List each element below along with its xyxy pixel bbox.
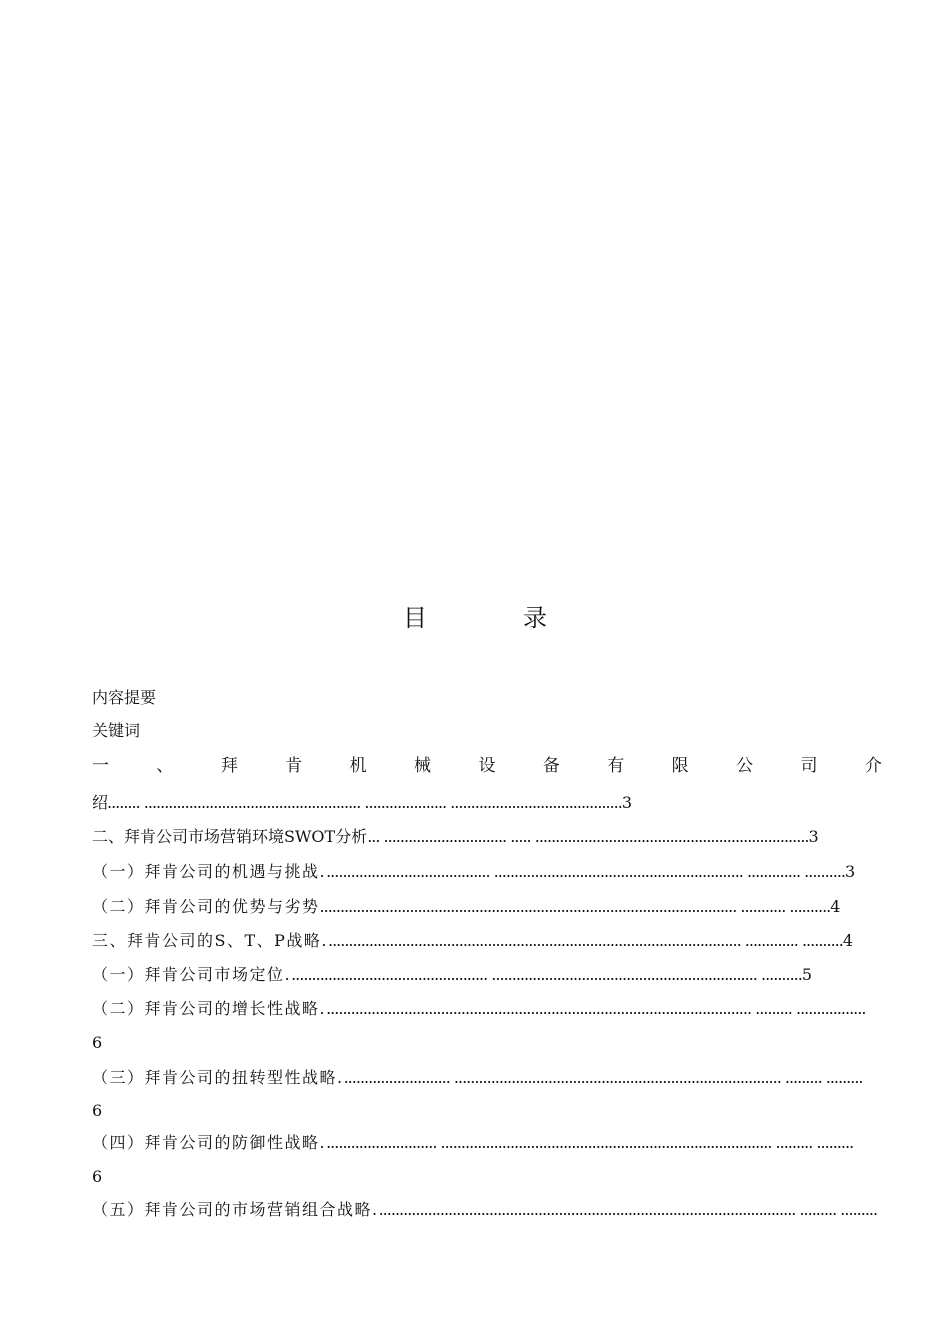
toc-entry-text: 三、拜肯公司的S、T、P战略. [92,931,328,950]
toc-entry-text: （二）拜肯公司的增长性战略. [92,999,327,1018]
toc-entry-text: （五）拜肯公司的市场营销组合战略. [92,1200,379,1219]
toc-leader-dots: ... .............................. ..... ...................................................................3 [367,827,818,846]
toc-entry-defensive[interactable] [92,1132,886,1154]
toc-entry-text: （一）拜肯公司的机遇与挑战. [92,862,327,881]
toc-entry-text: （三）拜肯公司的扭转型性战略. [92,1068,344,1087]
toc-leader-dots: ........................................................................................................ ......... ................. [326,999,866,1018]
toc-leader-dots: ................................................ ................................................................. ..........5 [291,965,812,984]
toc-leader-dots: ...................................................................................................... ......... ......... [378,1200,878,1219]
toc-char: 司 [800,756,818,776]
toc-char: 公 [736,756,754,776]
toc-entry-stp[interactable] [92,930,886,952]
toc-entry-marketing-mix[interactable] [92,1199,886,1221]
toc-char: 械 [414,756,432,776]
toc-entry-company-intro-cont[interactable]: 绍........ ..................................................... .................... ..........................................3 [92,793,632,812]
toc-entry-growth[interactable] [92,998,886,1020]
toc-char: 拜 [220,756,238,776]
toc-entry-keywords[interactable]: 关键词 [92,721,141,740]
toc-page-number: 6 [92,1167,103,1186]
toc-char: 有 [607,756,625,776]
toc-entry-text: 二、拜肯公司市场营销环境SWOT分析 [92,827,368,846]
toc-entry-turnaround[interactable] [92,1067,886,1089]
toc-entry-swot[interactable] [92,826,886,848]
toc-title: 目 录 [403,604,583,632]
toc-char: 设 [478,756,496,776]
toc-entry-abstract[interactable]: 内容提要 [92,688,157,707]
toc-char: 、 [156,756,174,776]
toc-char: 肯 [285,756,303,776]
toc-entry-positioning[interactable] [92,964,886,986]
toc-char: 备 [542,756,560,776]
toc-leader-dots: .......................... ................................................................................ ......... ......... [343,1068,863,1087]
toc-entry-text: （二）拜肯公司的优势与劣势 [92,897,320,916]
toc-page-number: 6 [92,1101,103,1120]
toc-leader-dots: ...................................................................................................... ........... ..........4 [319,897,840,916]
toc-char: 限 [671,756,689,776]
toc-leader-dots: ..................................................................................................... ............. ..........4 [328,931,853,950]
toc-entry-strengths[interactable] [92,896,886,918]
toc-entry-opportunities[interactable] [92,861,886,883]
toc-leader-dots: ........................................ ............................................................. ............. ..........3 [326,862,855,881]
toc-char: 一 [92,756,109,776]
toc-page-number: 6 [92,1033,103,1052]
toc-char: 机 [349,756,367,776]
toc-leader-dots: ........................... ................................................................................. ......... ......... [326,1133,854,1152]
toc-entry-text: （一）拜肯公司市场定位. [92,965,292,984]
toc-entry-text: （四）拜肯公司的防御性战略. [92,1133,327,1152]
toc-entry-company-intro[interactable] [92,755,882,777]
toc-char: 介 [864,756,882,776]
